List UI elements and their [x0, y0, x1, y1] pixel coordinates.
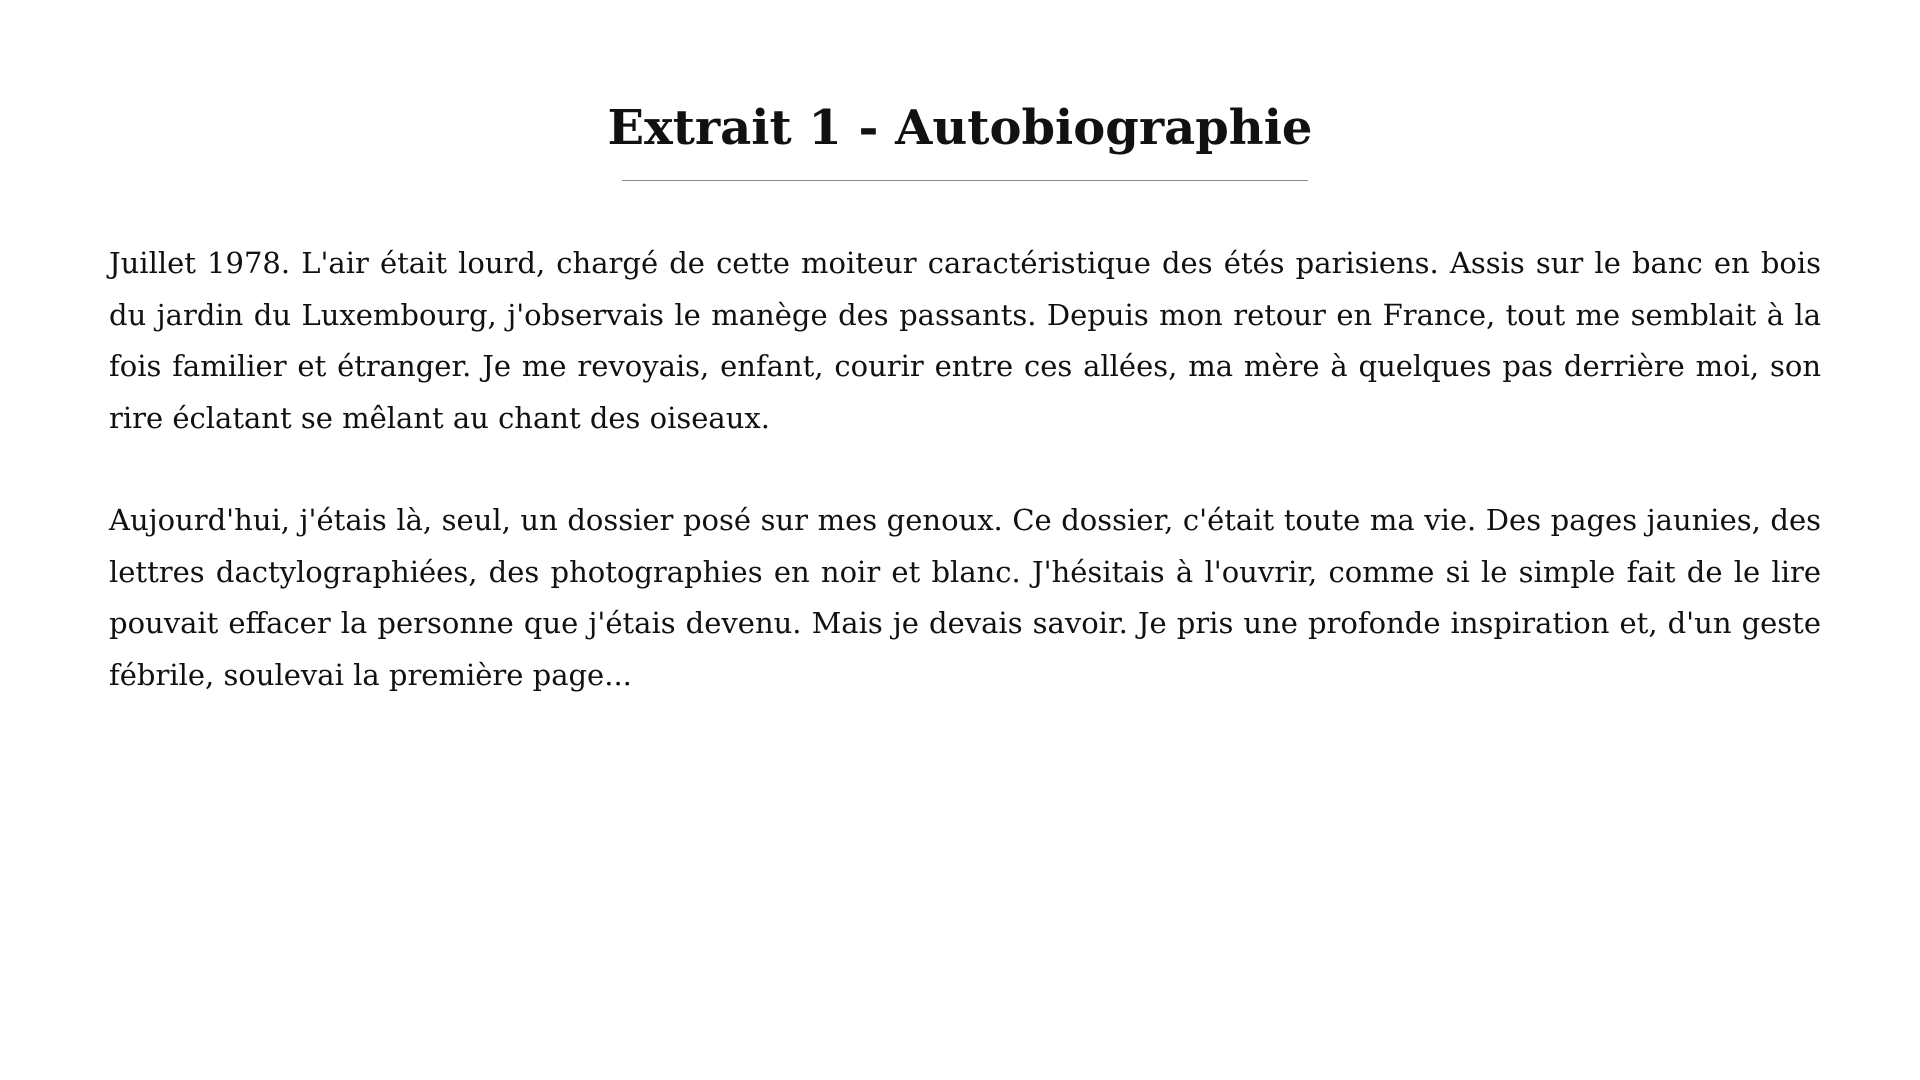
title-divider [622, 180, 1308, 181]
page-title: Extrait 1 - Autobiographie [607, 100, 1313, 156]
paragraph-2: Aujourd'hui, j'étais là, seul, un dossier posé sur mes genoux. Ce dossier, c'était toute ma vie. Des pages jaunies, des lettres dactylographiées, des photographies en noir et blanc. J'hésitais à l'ouvrir, comme si le simple fait de le lire pouvait effacer la personne que j'étais devenu. Mais je devais savoir. Je pris une profonde inspiration et, d'un geste fébrile, soulevai la première page... [109, 503, 1821, 692]
paragraph-1: Juillet 1978. L'air était lourd, chargé de cette moiteur caractéristique des étés parisiens. Assis sur le banc en bois du jardin du Luxembourg, j'observais le manège des passants. Depuis mon retour en France, tout me semblait à la fois familier et étranger. Je me revoyais, enfant, courir entre ces allées, ma mère à quelques pas derrière moi, son rire éclatant se mêlant au chant des oiseaux. [109, 246, 1821, 435]
document-body [109, 238, 1821, 752]
